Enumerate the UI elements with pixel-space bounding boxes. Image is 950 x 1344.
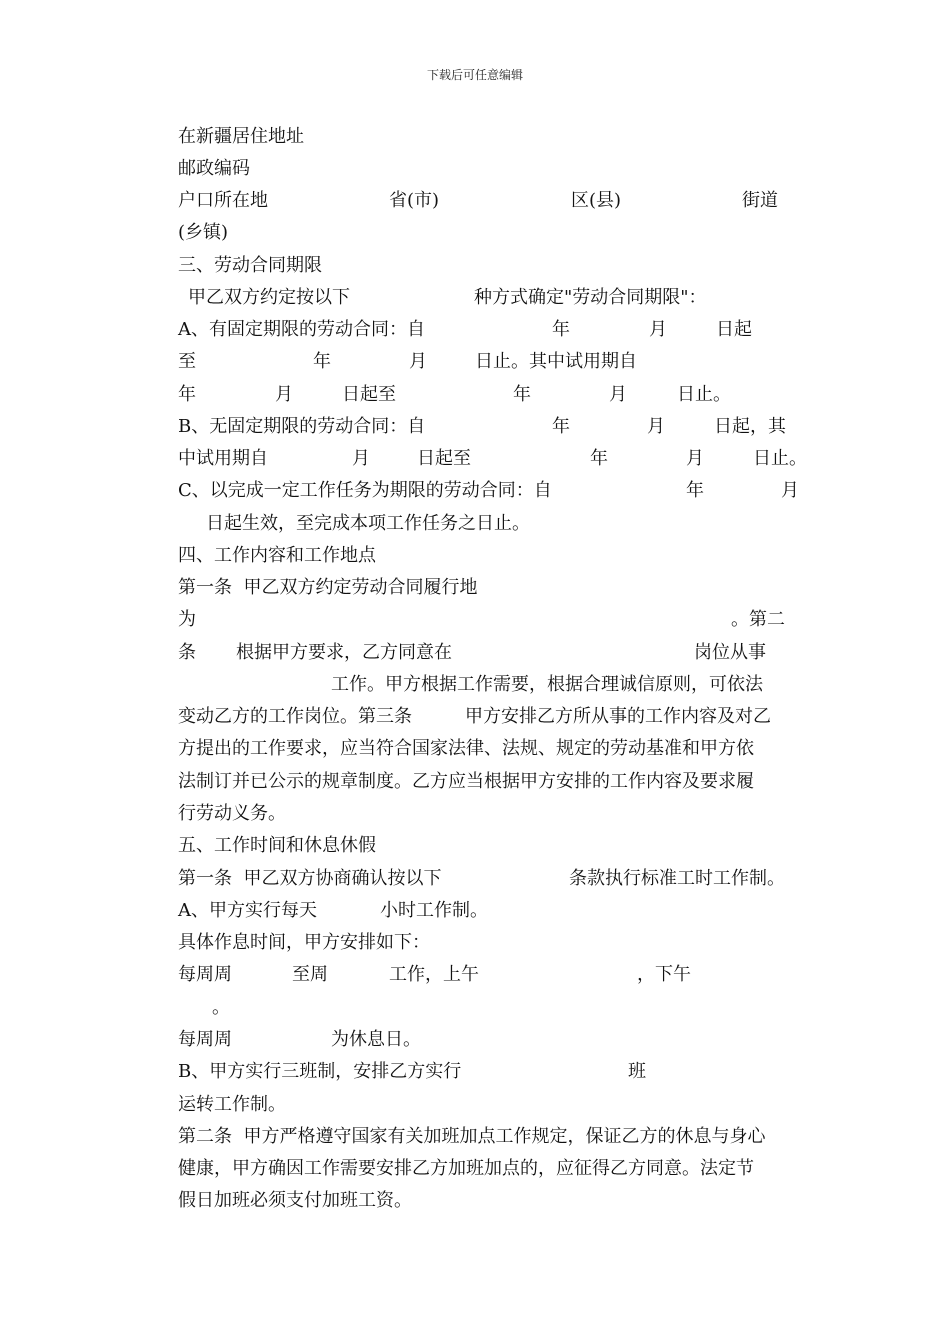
text-segment: 工作。甲方根据工作需要，根据合理诚信原则，可依法 — [331, 674, 763, 695]
text-segment: 年 — [686, 480, 704, 501]
text-segment: 运转工作制。 — [178, 1094, 286, 1115]
text-segment: 中试用期自 — [178, 448, 268, 469]
text-segment: 日起生效，至完成本项工作任务之日止。 — [206, 513, 530, 534]
text-segment: 第一条 甲乙双方协商确认按以下 — [178, 868, 442, 889]
text-segment: 在新疆居住地址 — [178, 126, 304, 147]
text-segment: 月 — [275, 384, 293, 405]
text-segment: 日起 — [716, 319, 752, 340]
text-segment: (乡镇) — [178, 222, 229, 243]
text-segment: B、无固定期限的劳动合同：自 — [178, 416, 426, 437]
text-segment: A、甲方实行每天 — [178, 900, 317, 921]
text-segment: 甲方安排乙方所从事的工作内容及对乙 — [465, 706, 771, 727]
text-segment: 街道 — [742, 190, 778, 211]
text-segment: 班 — [628, 1061, 646, 1082]
text-segment: 日起至 — [342, 384, 396, 405]
text-segment: 月 — [352, 448, 370, 469]
text-segment: 日起，其 — [714, 416, 786, 437]
text-segment: 变动乙方的工作岗位。第三条 — [178, 706, 412, 727]
text-segment: 月 — [686, 448, 704, 469]
text-segment: 每周周 — [178, 964, 232, 985]
text-segment: 工作，上午 — [389, 964, 479, 985]
text-segment: 根据甲方要求，乙方同意在 — [236, 642, 452, 663]
text-segment: B、甲方实行三班制，安排乙方实行 — [178, 1061, 462, 1082]
text-segment: 法制订并已公示的规章制度。乙方应当根据甲方安排的工作内容及要求履 — [178, 771, 754, 792]
text-segment: 年 — [513, 384, 531, 405]
text-segment: A、有固定期限的劳动合同：自 — [178, 319, 425, 340]
text-segment: 月 — [609, 384, 627, 405]
text-segment: 日止。 — [677, 384, 731, 405]
text-segment: 健康，甲方确因工作需要安排乙方加班加点的，应征得乙方同意。法定节 — [178, 1158, 754, 1179]
text-segment: 年 — [313, 351, 331, 372]
text-segment: 岗位从事 — [694, 642, 766, 663]
text-segment: 年 — [552, 416, 570, 437]
text-segment: 为 — [178, 609, 196, 630]
text-segment: 至 — [178, 351, 196, 372]
text-segment: 户口所在地 — [178, 190, 268, 211]
text-segment: 假日加班必须支付加班工资。 — [178, 1190, 412, 1211]
page-header: 下载后可任意编辑 — [426, 68, 523, 82]
text-segment: 日止。其中试用期自 — [475, 351, 637, 372]
text-segment: 年 — [590, 448, 608, 469]
text-segment: 日止。 — [753, 448, 807, 469]
text-segment: 五、工作时间和休息休假 — [178, 835, 376, 856]
text-segment: 。 — [212, 997, 230, 1018]
text-segment: 第二条 甲方严格遵守国家有关加班加点工作规定，保证乙方的休息与身心 — [178, 1126, 766, 1147]
text-segment: C、以完成一定工作任务为期限的劳动合同：自 — [178, 480, 552, 501]
text-segment: 具体作息时间，甲方安排如下： — [178, 932, 430, 953]
text-segment: 月 — [647, 416, 665, 437]
text-segment: 种方式确定"劳动合同期限"： — [474, 287, 707, 308]
text-segment: 四、工作内容和工作地点 — [178, 545, 376, 566]
text-segment: 行劳动义务。 — [178, 803, 286, 824]
text-segment: 省(市) — [389, 190, 440, 211]
text-segment: 为休息日。 — [331, 1029, 421, 1050]
text-segment: 月 — [409, 351, 427, 372]
text-segment: 。第二 — [731, 609, 785, 630]
text-segment: 月 — [649, 319, 667, 340]
text-segment: 每周周 — [178, 1029, 232, 1050]
text-segment: 月 — [781, 480, 799, 501]
text-segment: ，下午 — [637, 964, 691, 985]
text-segment: 甲乙双方约定按以下 — [188, 287, 350, 308]
text-segment: 邮政编码 — [178, 158, 250, 179]
text-segment: 年 — [178, 384, 196, 405]
text-segment: 年 — [552, 319, 570, 340]
text-segment: 至周 — [292, 964, 328, 985]
text-segment: 区(县) — [571, 190, 622, 211]
text-segment: 条 — [178, 642, 196, 663]
text-segment: 三、劳动合同期限 — [178, 255, 322, 276]
text-segment: 条款执行标准工时工作制。 — [569, 868, 785, 889]
text-segment: 方提出的工作要求，应当符合国家法律、法规、规定的劳动基准和甲方依 — [178, 738, 754, 759]
text-segment: 日起至 — [417, 448, 471, 469]
text-segment: 第一条 甲乙双方约定劳动合同履行地 — [178, 577, 478, 598]
text-segment: 小时工作制。 — [380, 900, 488, 921]
